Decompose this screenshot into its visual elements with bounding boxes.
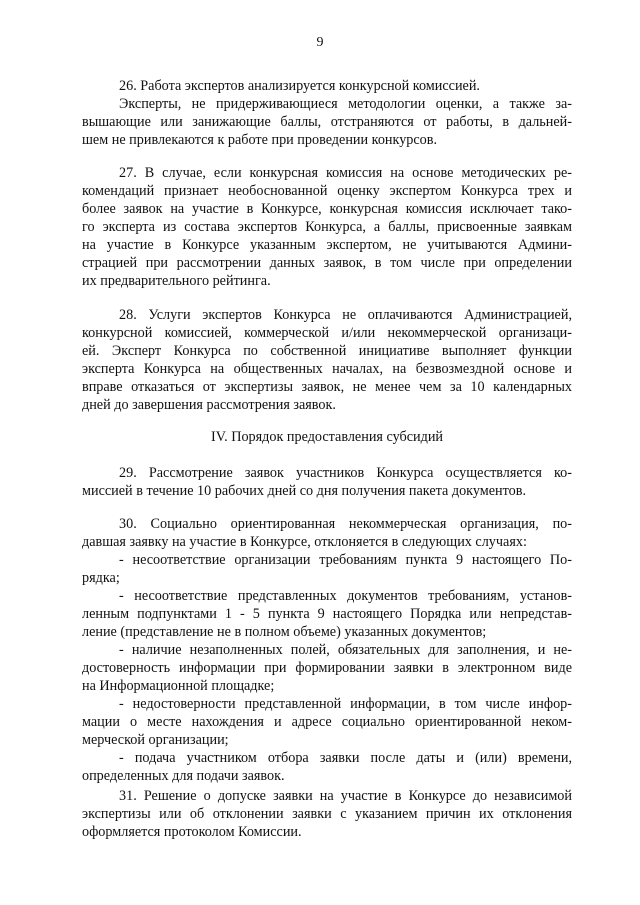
text-line: давшая заявку на участие в Конкурсе, отклоняется в следующих случаях: — [82, 534, 527, 550]
text-line: рядка; — [82, 570, 120, 586]
text-line: - несоответствие представленных документов требованиям, установ- — [119, 588, 572, 604]
text-line: шем не привлекаются к работе при проведении конкурсов. — [82, 132, 438, 148]
text-line: го эксперта из состава экспертов Конкурса, а баллы, присвоенные заявкам — [82, 219, 572, 235]
paragraph — [82, 164, 572, 290]
page-number: 9 — [316, 35, 324, 50]
text-line: - недостоверности представленной информации, в том числе инфор- — [119, 696, 572, 712]
paragraph — [82, 787, 572, 841]
text-line: комендаций признает необоснованной оценку экспертом Конкурса трех и — [82, 183, 572, 199]
text-line: 26. Работа экспертов анализируется конкурсной комиссией. — [119, 78, 480, 94]
text-line: миссией в течение 10 рабочих дней со дня получения пакета документов. — [82, 483, 526, 499]
text-line: более заявок на участие в Конкурсе, конкурсная комиссия исключает тако- — [82, 201, 572, 217]
text-line: мерческой организации; — [82, 732, 229, 748]
text-line: достоверность информации при формировании заявки в электронном виде — [82, 660, 572, 676]
section-heading — [82, 428, 572, 446]
text-line: - наличие незаполненных полей, обязательных для заполнения, и не- — [119, 642, 572, 658]
text-line: эксперта Конкурса на общественных началах, на безвозмездной основе и — [82, 361, 572, 377]
text-line: ей. Эксперт Конкурса по собственной инициативе выполняет функции — [82, 343, 572, 359]
text-line: страцией при рассмотрении данных заявок, в том числе при определении — [82, 255, 572, 271]
text-line: 30. Социально ориентированная некоммерческая организация, по- — [119, 516, 572, 532]
text-line: вышающие или занижающие баллы, отстраняются от работы, в дальней- — [82, 114, 572, 130]
text-line: 27. В случае, если конкурсная комиссия на основе методических ре- — [119, 165, 572, 181]
text-line: ленным подпунктами 1 - 5 пункта 9 настоящего Порядка или непредстав- — [82, 606, 572, 622]
text-line: на Информационной площадке; — [82, 678, 275, 694]
text-line: дней до завершения рассмотрения заявок. — [82, 397, 336, 413]
text-line: конкурсной комиссией, коммерческой и/или некоммерческой организаци- — [82, 325, 572, 341]
text-line: вправе отказаться от экспертизы заявок, не менее чем за 10 календарных — [82, 379, 572, 395]
text-line: их предварительного рейтинга. — [82, 273, 271, 289]
text-line: 28. Услуги экспертов Конкурса не оплачиваются Администрацией, — [119, 307, 572, 323]
text-line: на участие в Конкурсе указанным экспертом, не учитываются Админи- — [82, 237, 572, 253]
text-line: ление (представление не в полном объеме) указанных документов; — [82, 624, 487, 640]
paragraph — [82, 464, 572, 500]
text-line: - несоответствие организации требованиям пункта 9 настоящего По- — [119, 552, 572, 568]
text-line: оформляется протоколом Комиссии. — [82, 824, 302, 840]
paragraph — [82, 515, 572, 785]
text-line: - подача участником отбора заявки после даты и (или) времени, — [119, 750, 572, 766]
text-line: 31. Решение о допуске заявки на участие в Конкурсе до независимой — [119, 788, 572, 804]
paragraph — [82, 306, 572, 414]
text-line: экспертизы или об отклонении заявки с указанием причин их отклонения — [82, 806, 572, 822]
text-line: IV. Порядок предоставления субсидий — [210, 429, 444, 445]
text-line: мации о месте нахождения и адресе социально ориентированной неком- — [82, 714, 572, 730]
paragraph — [82, 77, 572, 149]
text-line: определенных для подачи заявок. — [82, 768, 285, 784]
text-line: 29. Рассмотрение заявок участников Конкурса осуществляется ко- — [119, 465, 572, 481]
text-line: Эксперты, не придерживающиеся методологии оценки, а также за- — [119, 96, 572, 112]
